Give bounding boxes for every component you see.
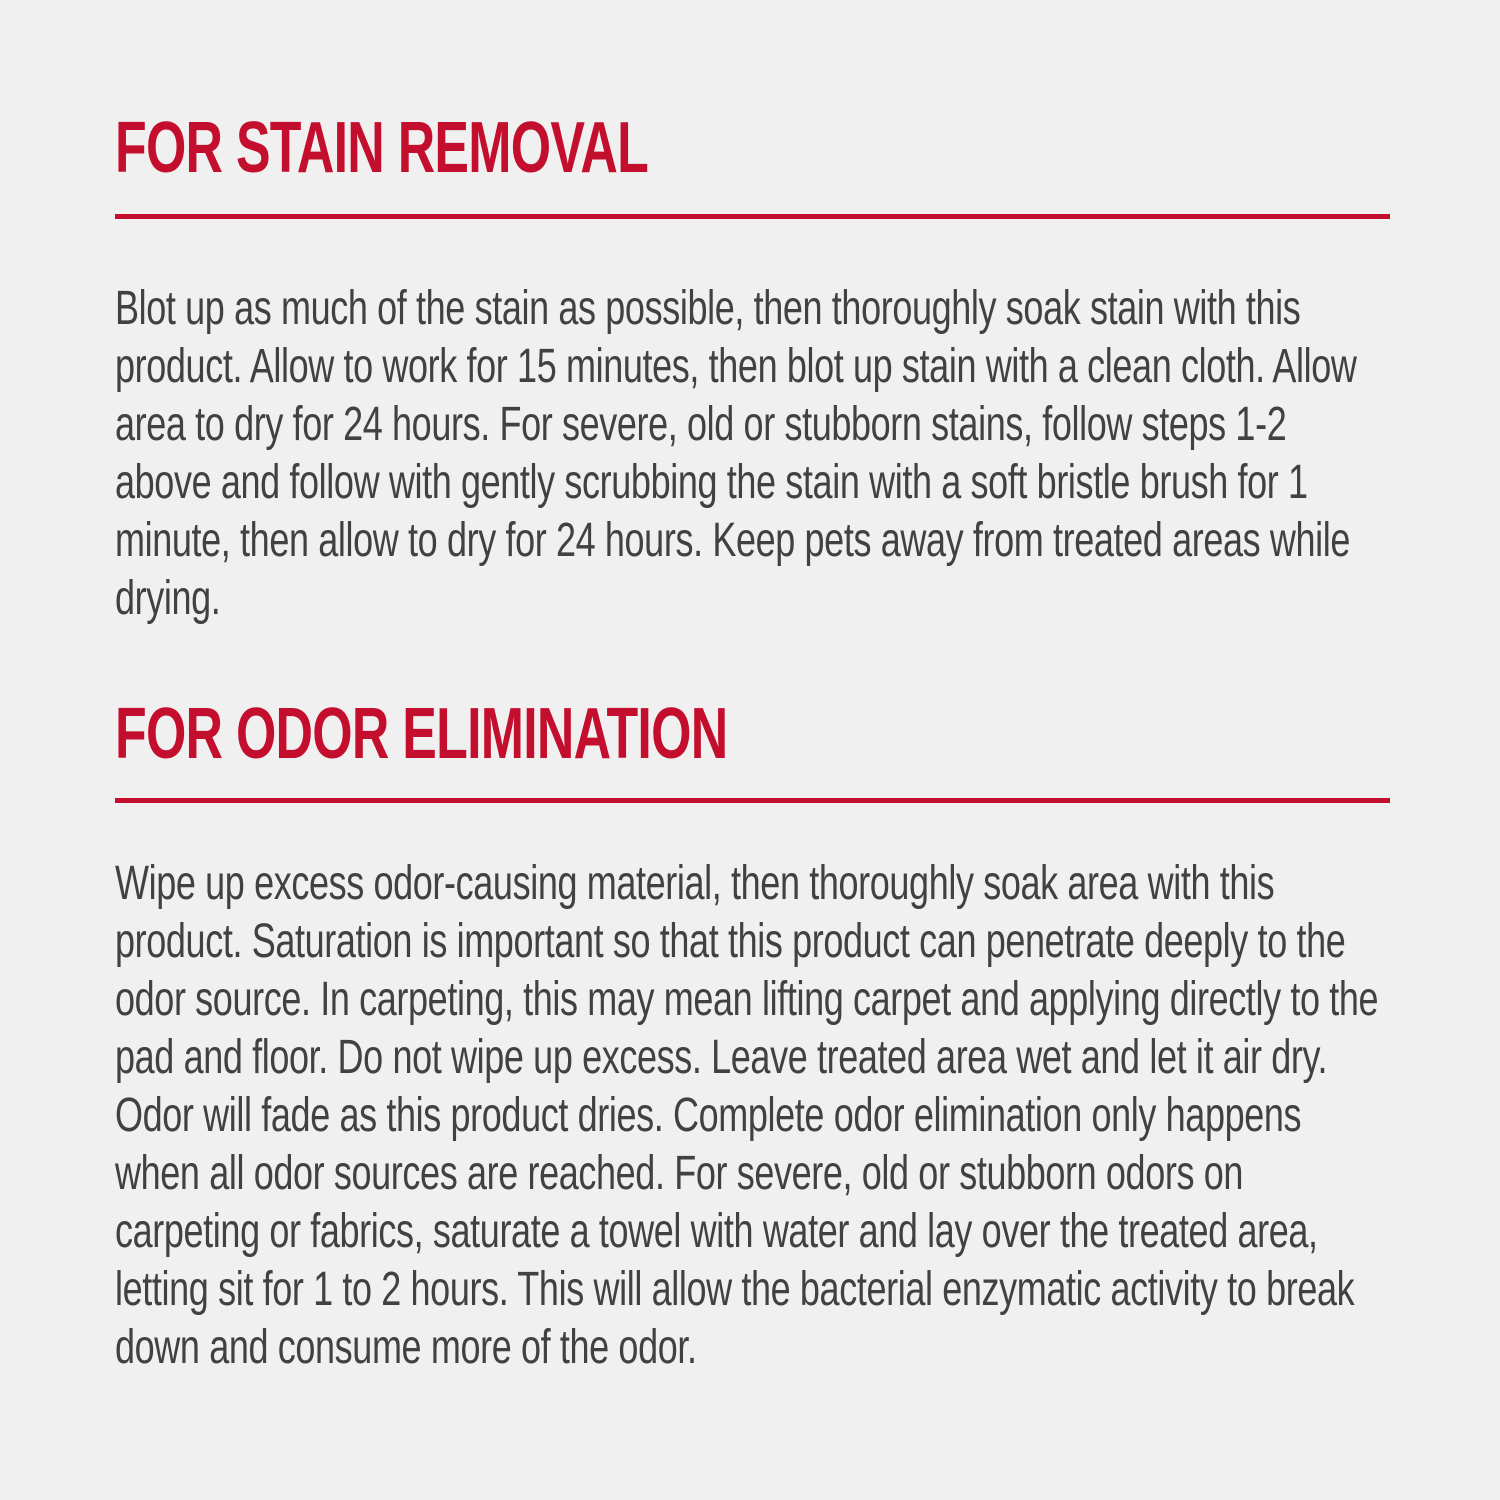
stain-removal-divider xyxy=(115,214,1390,219)
stain-removal-instructions: Blot up as much of the stain as possible, then thoroughly soak stain with this product. Allow to work for 15 minutes, then blot up stain with a clean cloth. Allow area to dry for 24 hours. For severe, old or stubborn stains, follow steps 1-2 above and follow with gently scrubbing the stain with a soft bristle brush for 1 minute, then allow to dry for 24 hours. Keep pets away from treated areas while drying. xyxy=(115,282,1357,625)
odor-elimination-divider xyxy=(115,798,1390,803)
odor-elimination-instructions: Wipe up excess odor-causing material, then thoroughly soak area with this product. Saturation is important so that this product can penetrate deeply to the odor source. In carpeting, this may mean lifting carpet and applying directly to the pad and floor. Do not wipe up excess. Leave treated area wet and let it air dry. Odor will fade as this product dries. Complete odor elimination only happens when all odor sources are reached. For severe, old or stubborn odors on carpeting or fabrics, saturate a towel with water and lay over the treated area, letting sit for 1 to 2 hours. This will allow the bacterial enzymatic activity to break down and consume more of the odor. xyxy=(115,857,1379,1374)
stain-removal-heading: FOR STAIN REMOVAL xyxy=(115,108,649,188)
odor-elimination-heading: FOR ODOR ELIMINATION xyxy=(115,694,728,774)
